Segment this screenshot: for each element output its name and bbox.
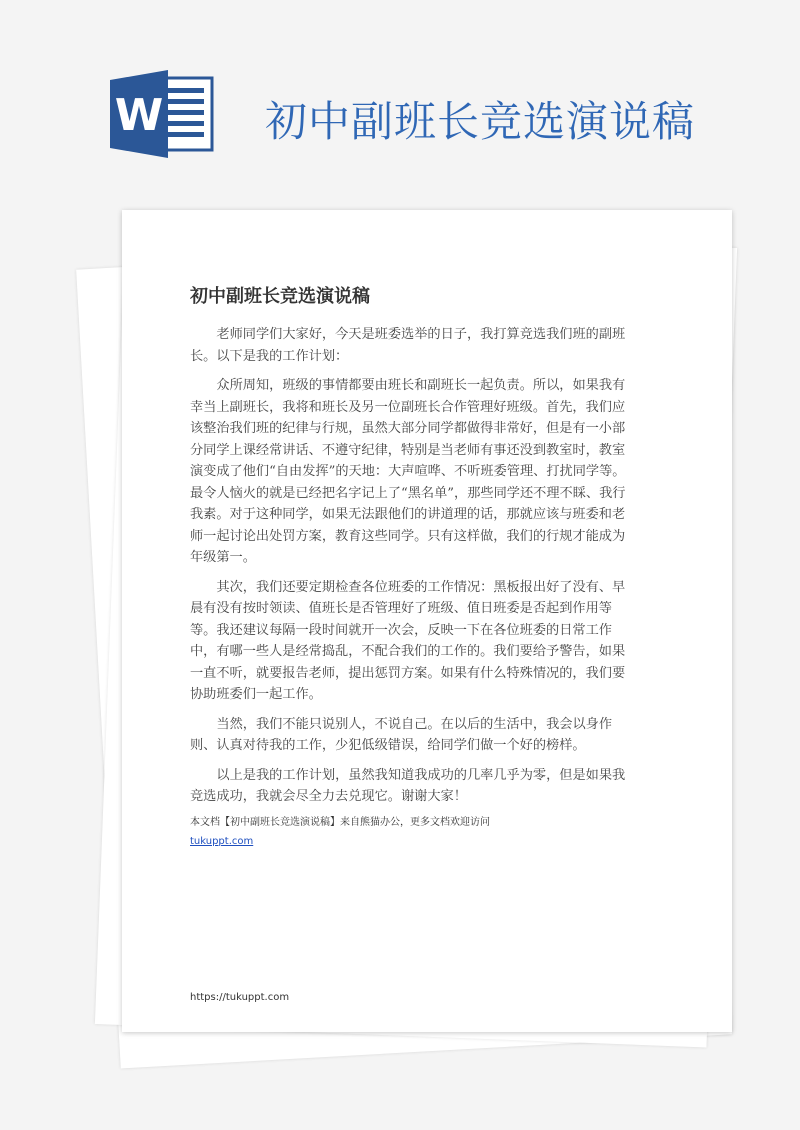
paragraph: 众所周知，班级的事情都要由班长和副班长一起负责。所以，如果我有幸当上副班长，我将和班长及另一位副班长合作管理好班级。首先，我们应该整治我们班的纪律与行规，虽然大部分同学都做得非常好，但是有一小部分同学上课经常讲话、不遵守纪律，特别是当老师有事还没到教室时，教室演变成了他们“自由发挥”的天地：大声喧哗、不听班委管理、打扰同学等。最令人恼火的就是已经把名字记上了“黑名单”，那些同学还不理不睬、我行我素。对于这种同学，如果无法跟他们的讲道理的话，那就应该与班委和老师一起讨论出处罚方案，教育这些同学。只有这样做，我们的行规才能成为年级第一。 xyxy=(190,378,626,565)
document-page xyxy=(122,210,732,1032)
paragraph: 其次，我们还要定期检查各位班委的工作情况：黑板报出好了没有、早晨有没有按时领读、值班长是否管理好了班级、值日班委是否起到作用等等。我还建议每隔一段时间就开一次会，反映一下在各位班委的日常工作中，有哪一些人是经常捣乱，不配合我们的工作的。我们要给予警告，如果一直不听，就要报告老师，提出惩罚方案。如果有什么特殊情况的，我们要协助班委们一起工作。 xyxy=(190,579,626,702)
source-link[interactable]: tukuppt.com xyxy=(190,835,254,847)
word-logo-letter: W xyxy=(114,90,164,141)
document-title: 初中副班长竞选演说稿 xyxy=(190,286,370,307)
footer-url: https://tukuppt.com xyxy=(190,992,290,1003)
paragraph: 以上是我的工作计划，虽然我知道我成功的几率几乎为零，但是如果我竞选成功，我就会尽全力去兑现它。谢谢大家！ xyxy=(190,767,626,804)
document-body xyxy=(190,324,638,848)
word-document-icon xyxy=(110,68,214,160)
banner-title: 初中副班长竞选演说稿 xyxy=(265,97,696,146)
paragraph: 老师同学们大家好，今天是班委选举的日子，我打算竞选我们班的副班长。以下是我的工作计划： xyxy=(190,327,626,364)
source-note: 本文档【初中副班长竞选演说稿】来自熊猫办公，更多文档欢迎访问 xyxy=(190,816,490,828)
paragraph: 当然，我们不能只说别人，不说自己。在以后的生活中，我会以身作则、认真对待我的工作，少犯低级错误，给同学们做一个好的榜样。 xyxy=(190,716,613,753)
page-banner xyxy=(0,0,800,200)
